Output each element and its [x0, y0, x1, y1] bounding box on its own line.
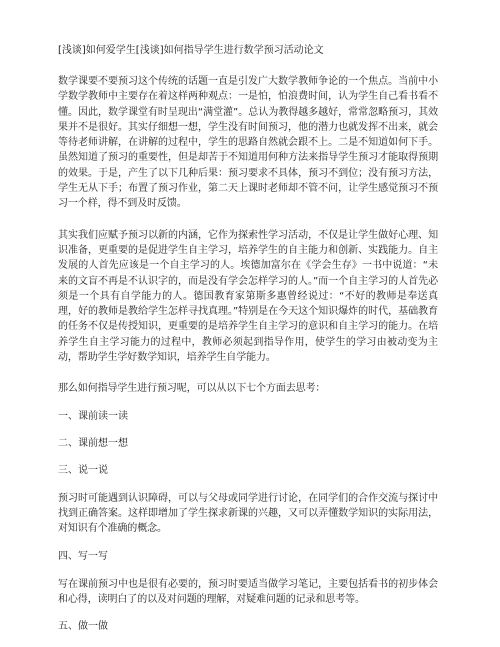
section-heading-do: 五、做一做	[58, 621, 108, 633]
section-heading-say: 三、说一说	[58, 464, 108, 476]
document-body	[58, 74, 438, 634]
paragraph-seven-aspects: 那么如何指导学生进行预习呢，可以从以下七个方面去思考：	[58, 383, 326, 395]
section-heading-think: 二、课前想一想	[58, 437, 128, 449]
section-text-write: 写在课前预习中也是很有必要的，预习时要适当做学习笔记，主要包括看书的初步体会和心得，读明白了的以及对问题的理解，对疑难问题的记录和思考等。	[58, 578, 438, 605]
section-text-say: 预习时可能遇到认识障碍，可以与父母或同学进行讨论，在同学们的合作交流与探讨中找到正确答案。这样即增加了学生探求新课的兴趣，又可以弄懂数学知识的实际用法，对知识有个准确的概念。	[58, 492, 438, 535]
section-heading-write: 四、写一写	[58, 550, 108, 562]
paragraph-new-meaning: 其实我们应赋予预习以新的内涵，它作为探索性学习活动，不仅是让学生做好心理、知识准备，更重要的是促进学生自主学习，培养学生的自主能力和创新、实践能力。自主发展的人首先应该是一个自主学习的人。埃德加富尔在《学会生存》一书中说道：“未来的文盲不再是不认识字的，而是没有学会怎样学习的人。”而一个自主学习的人首先必须是一个具有自学能力的人。德国教育家第斯多惠曾经说过：“不好的教师是奉送真理，好的教师是教给学生怎样寻找真理。”特别是在今天这个知识爆炸的时代，基础教育的任务不仅是传授知识，更重要的是培养学生自主学习的意识和自主学习的能力。在培养学生自主学习能力的过程中，教师必须起到指导作用，使学生的学习由被动变为主动，帮助学生学好数学知识，培养学生自学能力。	[58, 229, 438, 364]
paragraph-intro: 数学课要不要预习这个传统的话题一直是引发广大数学教师争论的一个焦点。当前中小学数学教师中主要存在着这样两种观点：一是怕，怕浪费时间，认为学生自己看书看不懂。因此，数学课堂有时呈现出“满堂灌”。总认为教得越多越好，常常忽略预习，其效果并不是很好。其实仔细想一想，学生没有时间预习，他的潜力也就发挥不出来，就会等待老师讲解，在讲解的过程中，学生的思路自然就会跟不上。二是不知道如何下手。虽然知道了预习的重要性，但是却苦于不知道用何种方法来指导学生预习才能取得预期的效果。于是，产生了以下几种后果：预习要求不具体，预习不到位；没有预习方法，学生无从下手；布置了预习作业，第二天上课时老师却不管不问，让学生感觉预习不预习一个样，得不到及时反馈。	[58, 76, 438, 210]
document-title: [浅谈]如何爱学生[浅谈]如何指导学生进行数学预习活动论文	[58, 45, 324, 56]
section-heading-read: 一、课前读一读	[58, 410, 128, 422]
